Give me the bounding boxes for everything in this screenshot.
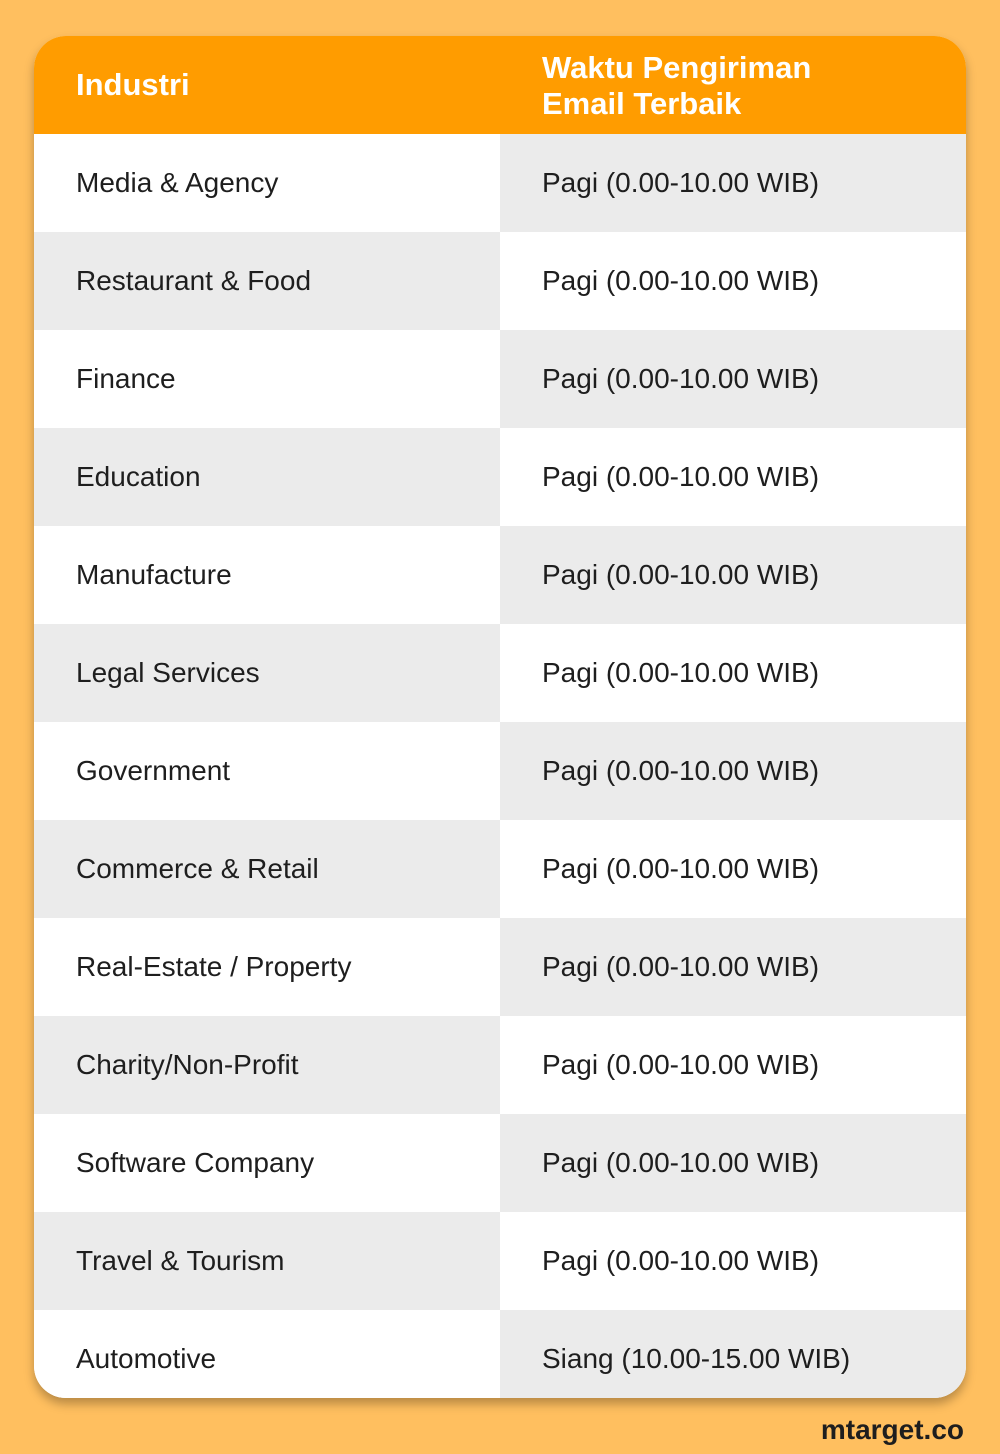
industry-cell: Charity/Non-Profit [34, 1016, 500, 1114]
header-best-time-line1: Waktu Pengiriman [542, 50, 812, 85]
table-row [34, 232, 966, 330]
industry-cell: Automotive [34, 1310, 500, 1398]
table-body [34, 134, 966, 1398]
time-cell: Pagi (0.00-10.00 WIB) [500, 526, 966, 624]
table-row [34, 1016, 966, 1114]
table-row [34, 722, 966, 820]
table-row [34, 1310, 966, 1398]
time-cell: Pagi (0.00-10.00 WIB) [500, 624, 966, 722]
time-cell: Pagi (0.00-10.00 WIB) [500, 232, 966, 330]
industry-cell: Legal Services [34, 624, 500, 722]
industry-cell: Real-Estate / Property [34, 918, 500, 1016]
header-industry: Industri [76, 67, 190, 102]
table-row [34, 330, 966, 428]
table-row [34, 918, 966, 1016]
table-row [34, 1114, 966, 1212]
industry-cell: Commerce & Retail [34, 820, 500, 918]
time-cell: Pagi (0.00-10.00 WIB) [500, 428, 966, 526]
time-cell: Pagi (0.00-10.00 WIB) [500, 1114, 966, 1212]
table-row [34, 820, 966, 918]
industry-cell: Travel & Tourism [34, 1212, 500, 1310]
brand-watermark: mtarget.co [820, 1414, 964, 1445]
industry-cell: Government [34, 722, 500, 820]
time-cell: Pagi (0.00-10.00 WIB) [500, 722, 966, 820]
time-cell: Pagi (0.00-10.00 WIB) [500, 918, 966, 1016]
table-header [34, 36, 966, 134]
industry-cell: Software Company [34, 1114, 500, 1212]
table-row [34, 526, 966, 624]
industry-cell: Education [34, 428, 500, 526]
industry-cell: Restaurant & Food [34, 232, 500, 330]
table-row [34, 428, 966, 526]
table-row [34, 624, 966, 722]
time-cell: Pagi (0.00-10.00 WIB) [500, 134, 966, 232]
header-best-time [542, 50, 942, 122]
time-cell: Pagi (0.00-10.00 WIB) [500, 330, 966, 428]
time-cell: Pagi (0.00-10.00 WIB) [500, 1016, 966, 1114]
industry-cell: Media & Agency [34, 134, 500, 232]
time-cell: Siang (10.00-15.00 WIB) [500, 1310, 966, 1398]
header-best-time-line2: Email Terbaik [542, 86, 742, 121]
table-card [34, 36, 966, 1398]
industry-cell: Manufacture [34, 526, 500, 624]
time-cell: Pagi (0.00-10.00 WIB) [500, 820, 966, 918]
table-row [34, 1212, 966, 1310]
table-row [34, 134, 966, 232]
industry-cell: Finance [34, 330, 500, 428]
time-cell: Pagi (0.00-10.00 WIB) [500, 1212, 966, 1310]
